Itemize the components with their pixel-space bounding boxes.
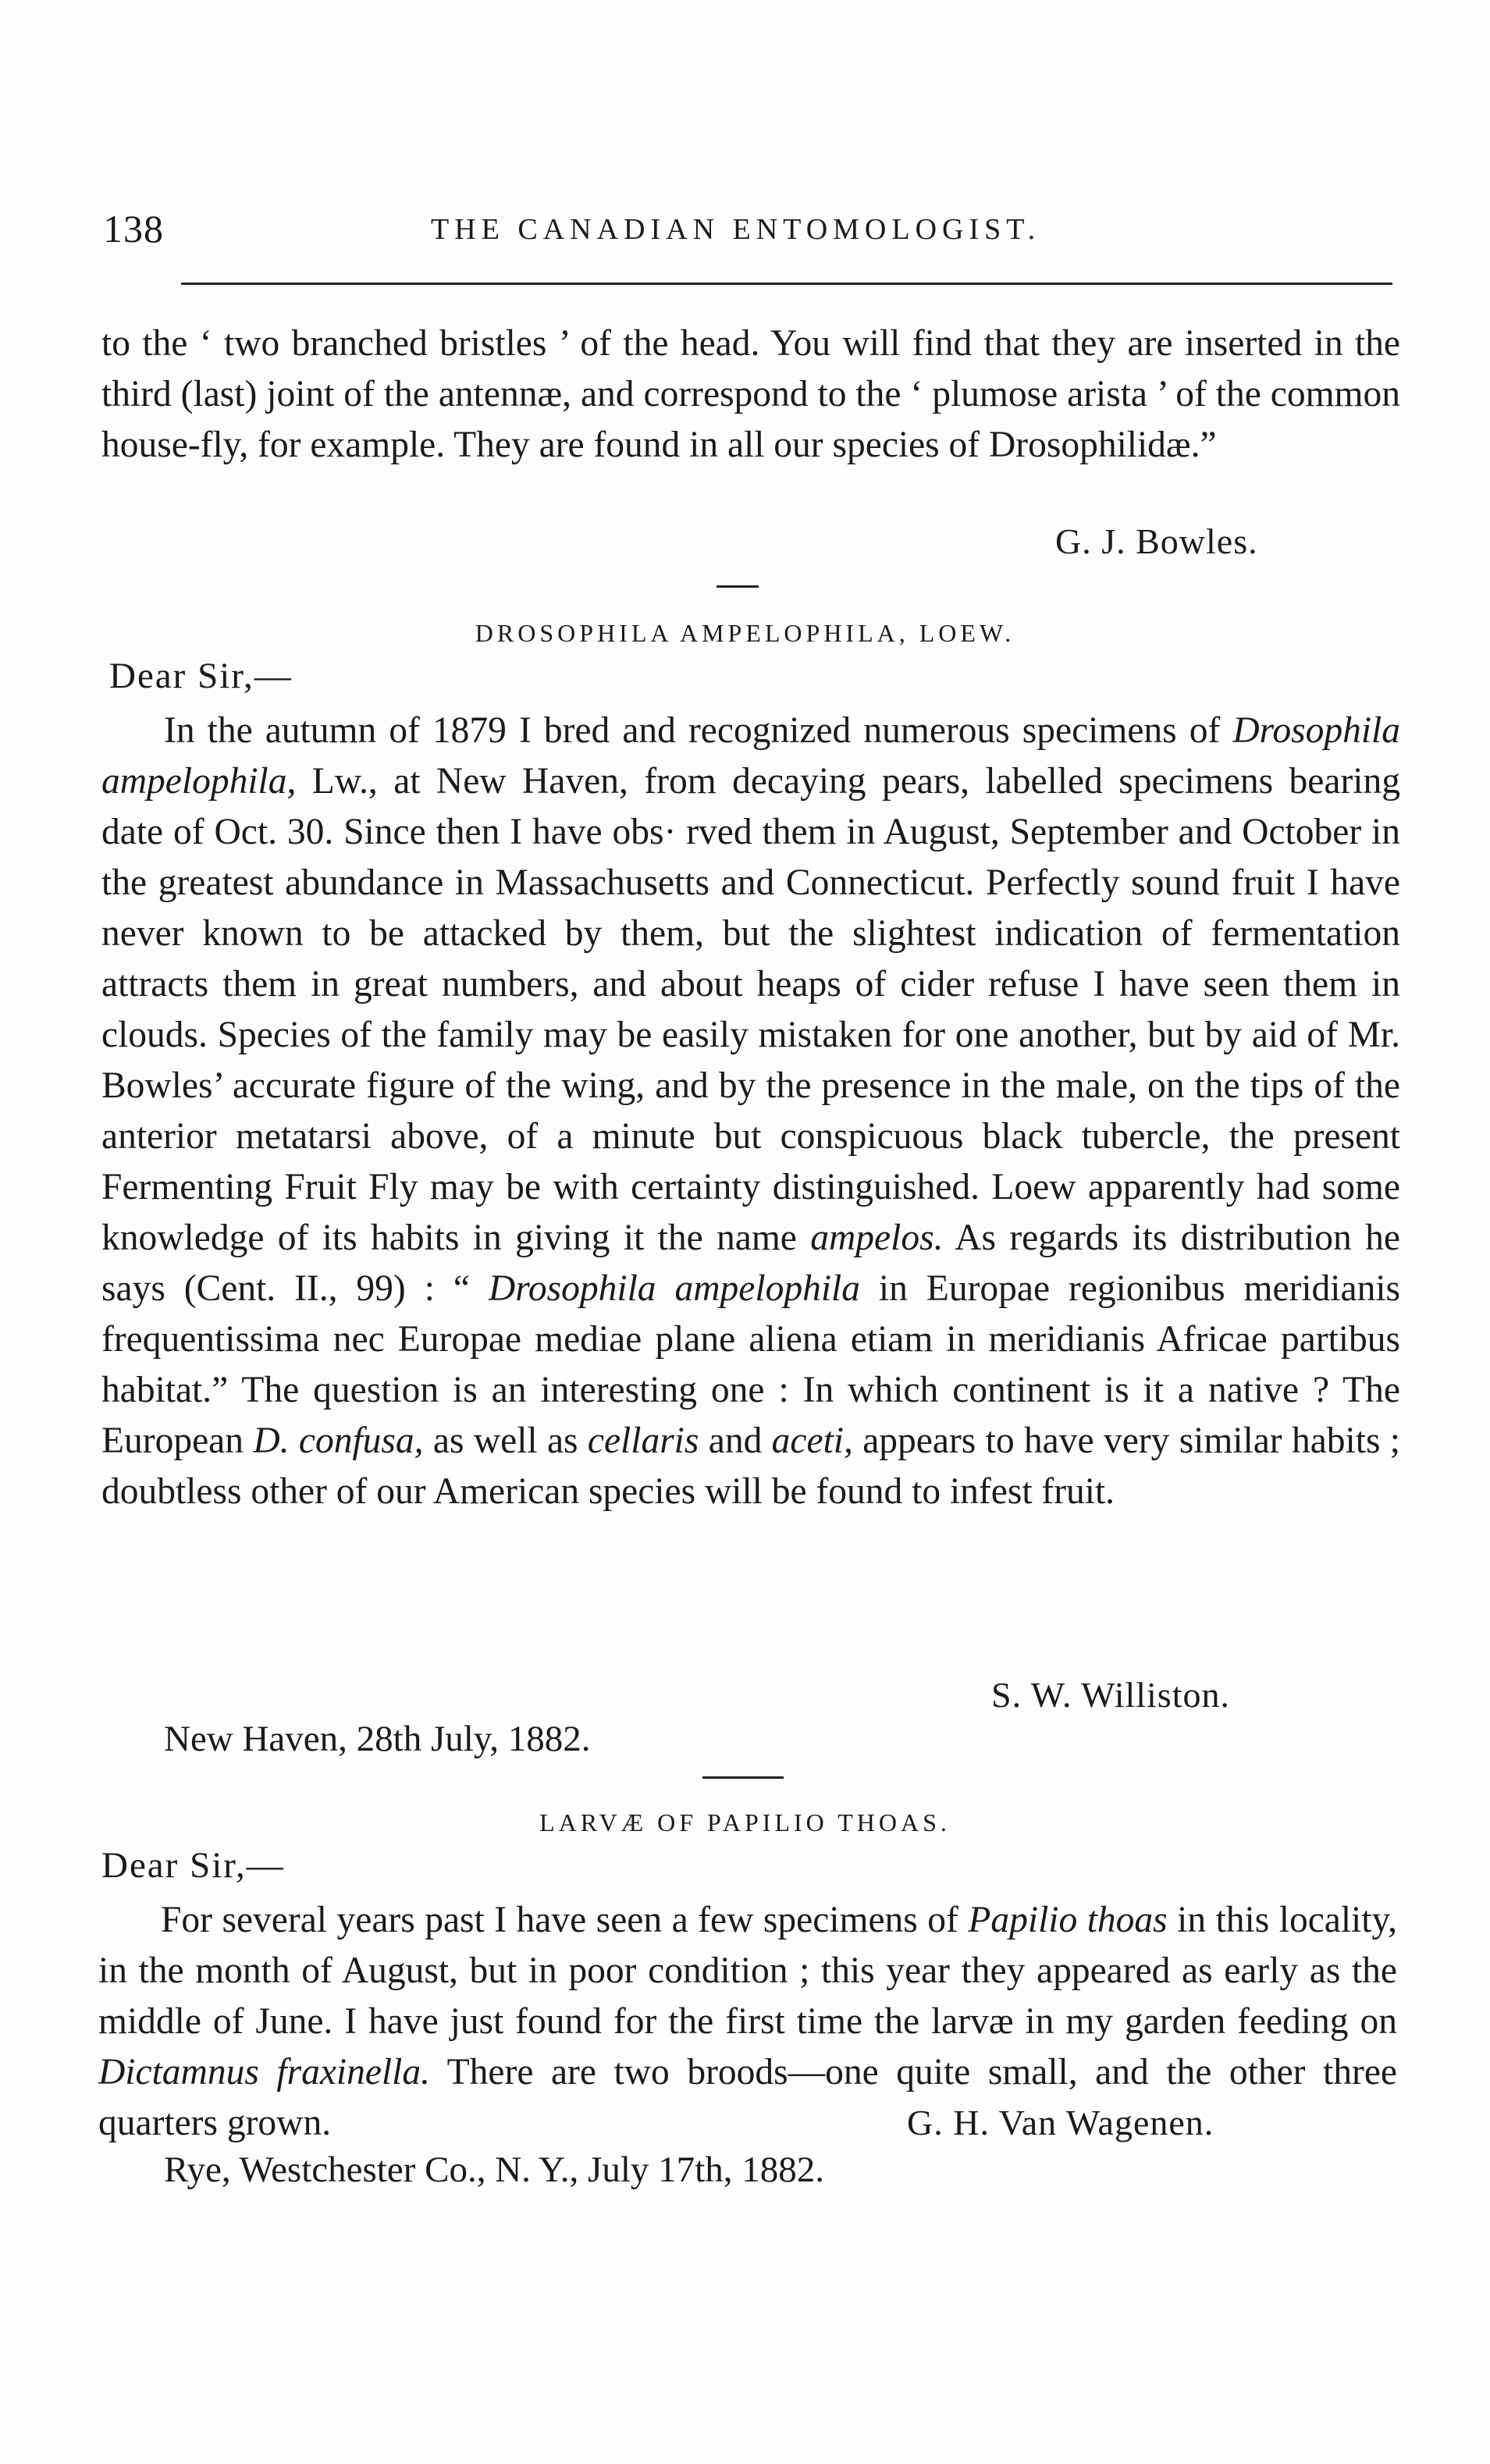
header-rule (181, 283, 1392, 285)
continuation-signature: G. J. Bowles. (1055, 521, 1258, 561)
continuation-paragraph (101, 318, 1400, 471)
section-divider (717, 585, 759, 588)
running-head: THE CANADIAN ENTOMOLOGIST. (431, 213, 1041, 246)
page-header (103, 201, 1391, 264)
page-number: 138 (103, 207, 164, 251)
letter2-signature: G. H. Van Wagenen. (907, 2103, 1214, 2142)
letter1-body (101, 706, 1400, 1517)
letter2-paragraph: For several years past I have seen a few specimens of Papilio thoas in this locality, in the month of August, but in poor condition ; this year they appeared as early as the middle of June. I have just found for the first time the larvæ in my garden feeding on Dictamnus fraxinella. There are two broods—one quite small, and the other three quarters grown. (98, 1900, 1397, 2143)
continuation-text: to the ‘ two branched bristles ’ of the head. You will find that they are inserted in the third (last) joint of the antennæ, and correspond to the ‘ plumose arista ’ of the common house-fly, for example. They are found in all our species of Drosophilidæ.” (101, 323, 1400, 465)
letter1-signature: S. W. Williston. (991, 1675, 1230, 1715)
letter1-salutation: Dear Sir,— (109, 656, 293, 696)
letter1-title: DROSOPHILA AMPELOPHILA, LOEW. (475, 619, 1015, 647)
section-divider (702, 1776, 784, 1779)
letter1-paragraph: In the autumn of 1879 I bred and recognized numerous specimens of Drosophila ampelophila, Lw., at New Haven, from decaying pears, labelled specimens bearing date of Oct. 30. Since then I have obs· rved them in August, September and October in the greatest abundance in Massachusetts and Connecticut. Perfectly sound fruit I have never known to be attacked by them, but the slightest indication of fermentation attracts them in great numbers, and about heaps of cider refuse I have seen them in clouds. Species of the family may be easily mistaken for one another, but by aid of Mr. Bowles’ accurate figure of the wing, and by the presence in the male, on the tips of the anterior metatarsi above, of a minute but conspicuous black tubercle, the present Fermenting Fruit Fly may be with certainty distinguished. Loew apparently had some knowledge of its habits in giving it the name ampelos. As regards its distribution he says (Cent. II., 99) : “ Drosophila ampelophila in Europae regionibus meridianis frequentissima nec Europae mediae plane aliena etiam in meridianis Africae partibus habitat.” The question is an interesting one : In which continent is it a native ? The European D. confusa, as well as cellaris and aceti, appears to have very similar habits ; doubtless other of our American species will be found to infest fruit. (101, 710, 1401, 1512)
letter2-salutation: Dear Sir,— (101, 1845, 285, 1886)
letter2-title: LARVÆ OF PAPILIO THOAS. (539, 1808, 951, 1836)
letter2-dateline: Rye, Westchester Co., N. Y., July 17th, 1882. (164, 2149, 824, 2190)
letter1-dateline: New Haven, 28th July, 1882. (164, 1719, 591, 1759)
